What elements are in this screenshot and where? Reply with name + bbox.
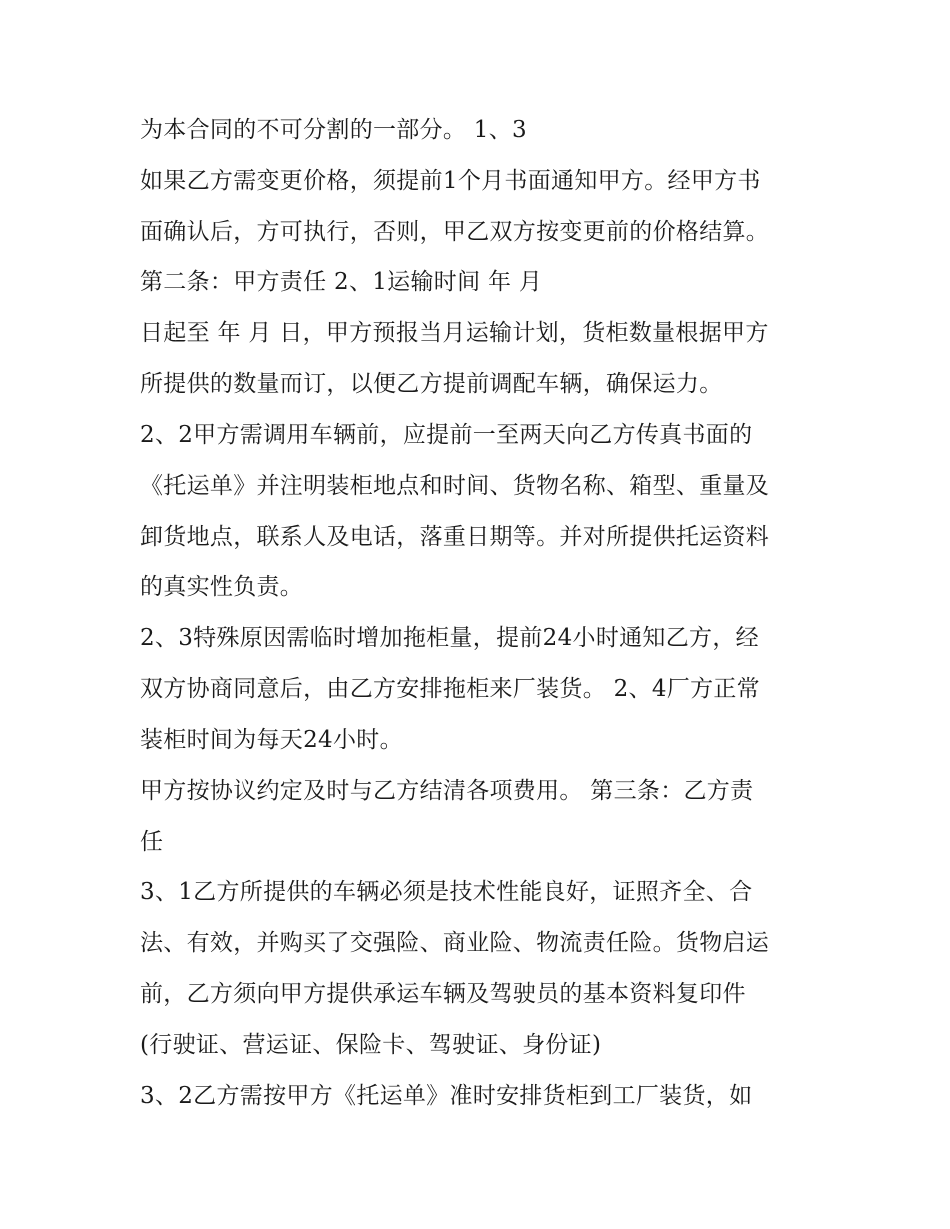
text-line: 《托运单》并注明装柜地点和时间、货物名称、箱型、重量及 (140, 473, 770, 499)
text-line: 2、3特殊原因需临时增加拖柜量，提前24小时通知乙方，经 (140, 625, 759, 651)
text-line: 法、有效，并购买了交强险、商业险、物流责任险。货物启运 (140, 930, 770, 956)
text-line: 第二条：甲方责任 2、1运输时间 年 月 (140, 269, 543, 295)
text-line: 卸货地点，联系人及电话，落重日期等。并对所提供托运资料 (140, 524, 770, 550)
text-line: 双方协商同意后，由乙方安排拖柜来厂装货。 2、4厂方正常 (140, 676, 760, 702)
text-line: 3、1乙方所提供的车辆必须是技术性能良好，证照齐全、合 (140, 879, 753, 905)
text-line: 如果乙方需变更价格，须提前1个月书面通知甲方。经甲方书 (140, 168, 761, 194)
text-line: 3、2乙方需按甲方《托运单》准时安排货柜到工厂装货，如 (140, 1083, 753, 1109)
text-line: 所提供的数量而订，以便乙方提前调配车辆，确保运力。 (140, 371, 723, 397)
text-line: (行驶证、营运证、保险卡、驾驶证、身份证) (140, 1032, 602, 1058)
text-line: 日起至 年 月 日，甲方预报当月运输计划，货柜数量根据甲方 (140, 320, 769, 346)
text-line: 的真实性负责。 (140, 574, 304, 600)
text-line: 2、2甲方需调用车辆前，应提前一至两天向乙方传真书面的 (140, 422, 753, 448)
text-line: 面确认后，方可执行，否则，甲乙双方按变更前的价格结算。 (140, 219, 770, 245)
text-line: 前，乙方须向甲方提供承运车辆及驾驶员的基本资料复印件 (140, 981, 746, 1007)
text-line: 装柜时间为每天24小时。 (140, 727, 403, 753)
text-line: 任 (140, 829, 164, 855)
text-line: 甲方按协议约定及时与乙方结清各项费用。 第三条：乙方责 (140, 778, 754, 804)
text-line: 为本合同的不可分割的一部分。 1、3 (140, 117, 527, 143)
